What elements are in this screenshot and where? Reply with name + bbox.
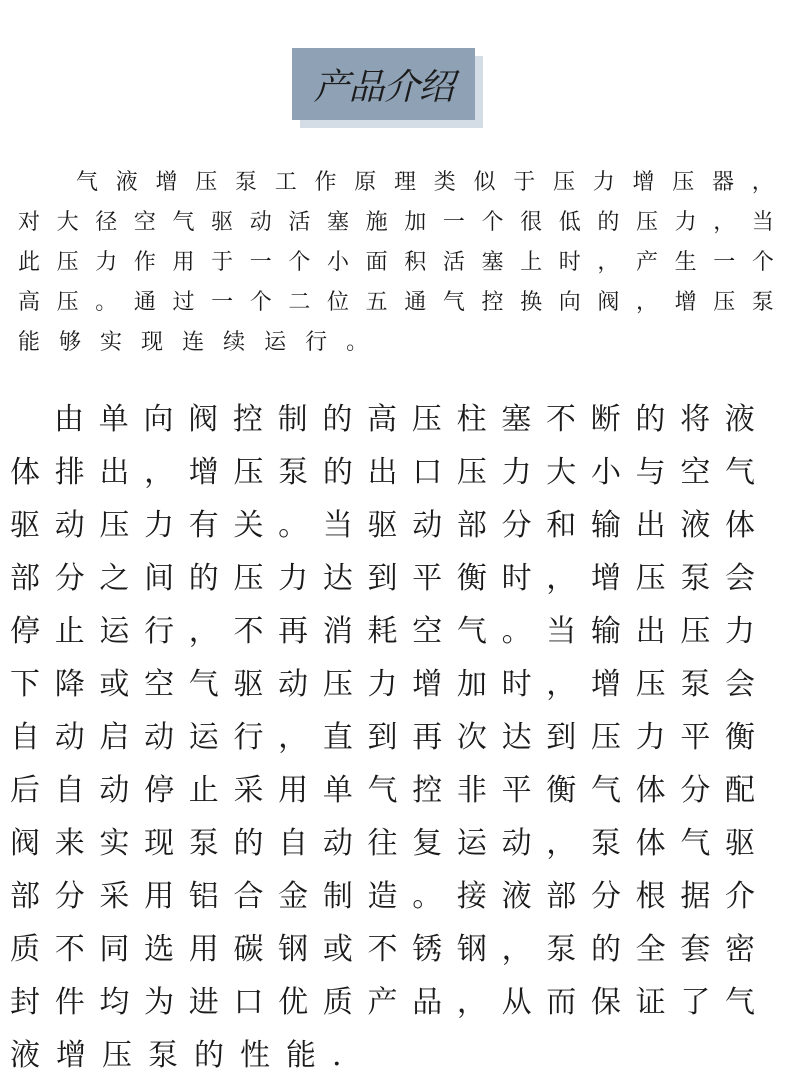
paragraph-line: 自 动 启 动 运 行 ， 直 到 再 次 达 到 压 力 平 衡 (10, 720, 755, 755)
paragraph-line: 高 压 。 通 过 一 个 二 位 五 通 气 控 换 向 阀 ， 增 压 泵 (18, 290, 774, 315)
paragraph-line: 液 增 压 泵 的 性 能 . (10, 1038, 342, 1073)
intro-paragraph (18, 163, 778, 363)
paragraph-line: 下 降 或 空 气 驱 动 压 力 增 加 时 ， 增 压 泵 会 (10, 667, 755, 702)
paragraph-line: 阀 来 实 现 泵 的 自 动 往 复 运 动 ， 泵 体 气 驱 (10, 826, 755, 861)
paragraph-line: 质 不 同 选 用 碳 钢 或 不 锈 钢 ， 泵 的 全 套 密 (10, 932, 755, 967)
title-box (292, 48, 475, 120)
title-banner (292, 48, 485, 128)
paragraph-line: 部 分 采 用 铝 合 金 制 造 。 接 液 部 分 根 据 介 (10, 879, 755, 914)
paragraph-line: 后 自 动 停 止 采 用 单 气 控 非 平 衡 气 体 分 配 (10, 773, 755, 808)
paragraph-line: 停 止 运 行 ， 不 再 消 耗 空 气 。 当 输 出 压 力 (10, 614, 755, 649)
paragraph-line: 部 分 之 间 的 压 力 达 到 平 衡 时 ， 增 压 泵 会 (10, 561, 755, 596)
paragraph-line: 气 液 增 压 泵 工 作 原 理 类 似 于 压 力 增 压 器 ， (76, 170, 774, 195)
paragraph-line: 对 大 径 空 气 驱 动 活 塞 施 加 一 个 很 低 的 压 力 ， 当 (18, 210, 774, 235)
paragraph-line: 封 件 均 为 进 口 优 质 产 品 ， 从 而 保 证 了 气 (10, 985, 755, 1020)
detail-paragraph (10, 393, 770, 1082)
page-title: 产品介绍 (313, 66, 454, 108)
paragraph-line: 由 单 向 阀 控 制 的 高 压 柱 塞 不 断 的 将 液 (54, 402, 755, 437)
paragraph-line: 此 压 力 作 用 于 一 个 小 面 积 活 塞 上 时 ， 产 生 一 个 (18, 250, 774, 275)
paragraph-line: 体 排 出 ， 增 压 泵 的 出 口 压 力 大 小 与 空 气 (10, 455, 755, 490)
paragraph-line: 驱 动 压 力 有 关 。 当 驱 动 部 分 和 输 出 液 体 (10, 508, 755, 543)
paragraph-line: 能 够 实 现 连 续 运 行 。 (18, 330, 369, 355)
